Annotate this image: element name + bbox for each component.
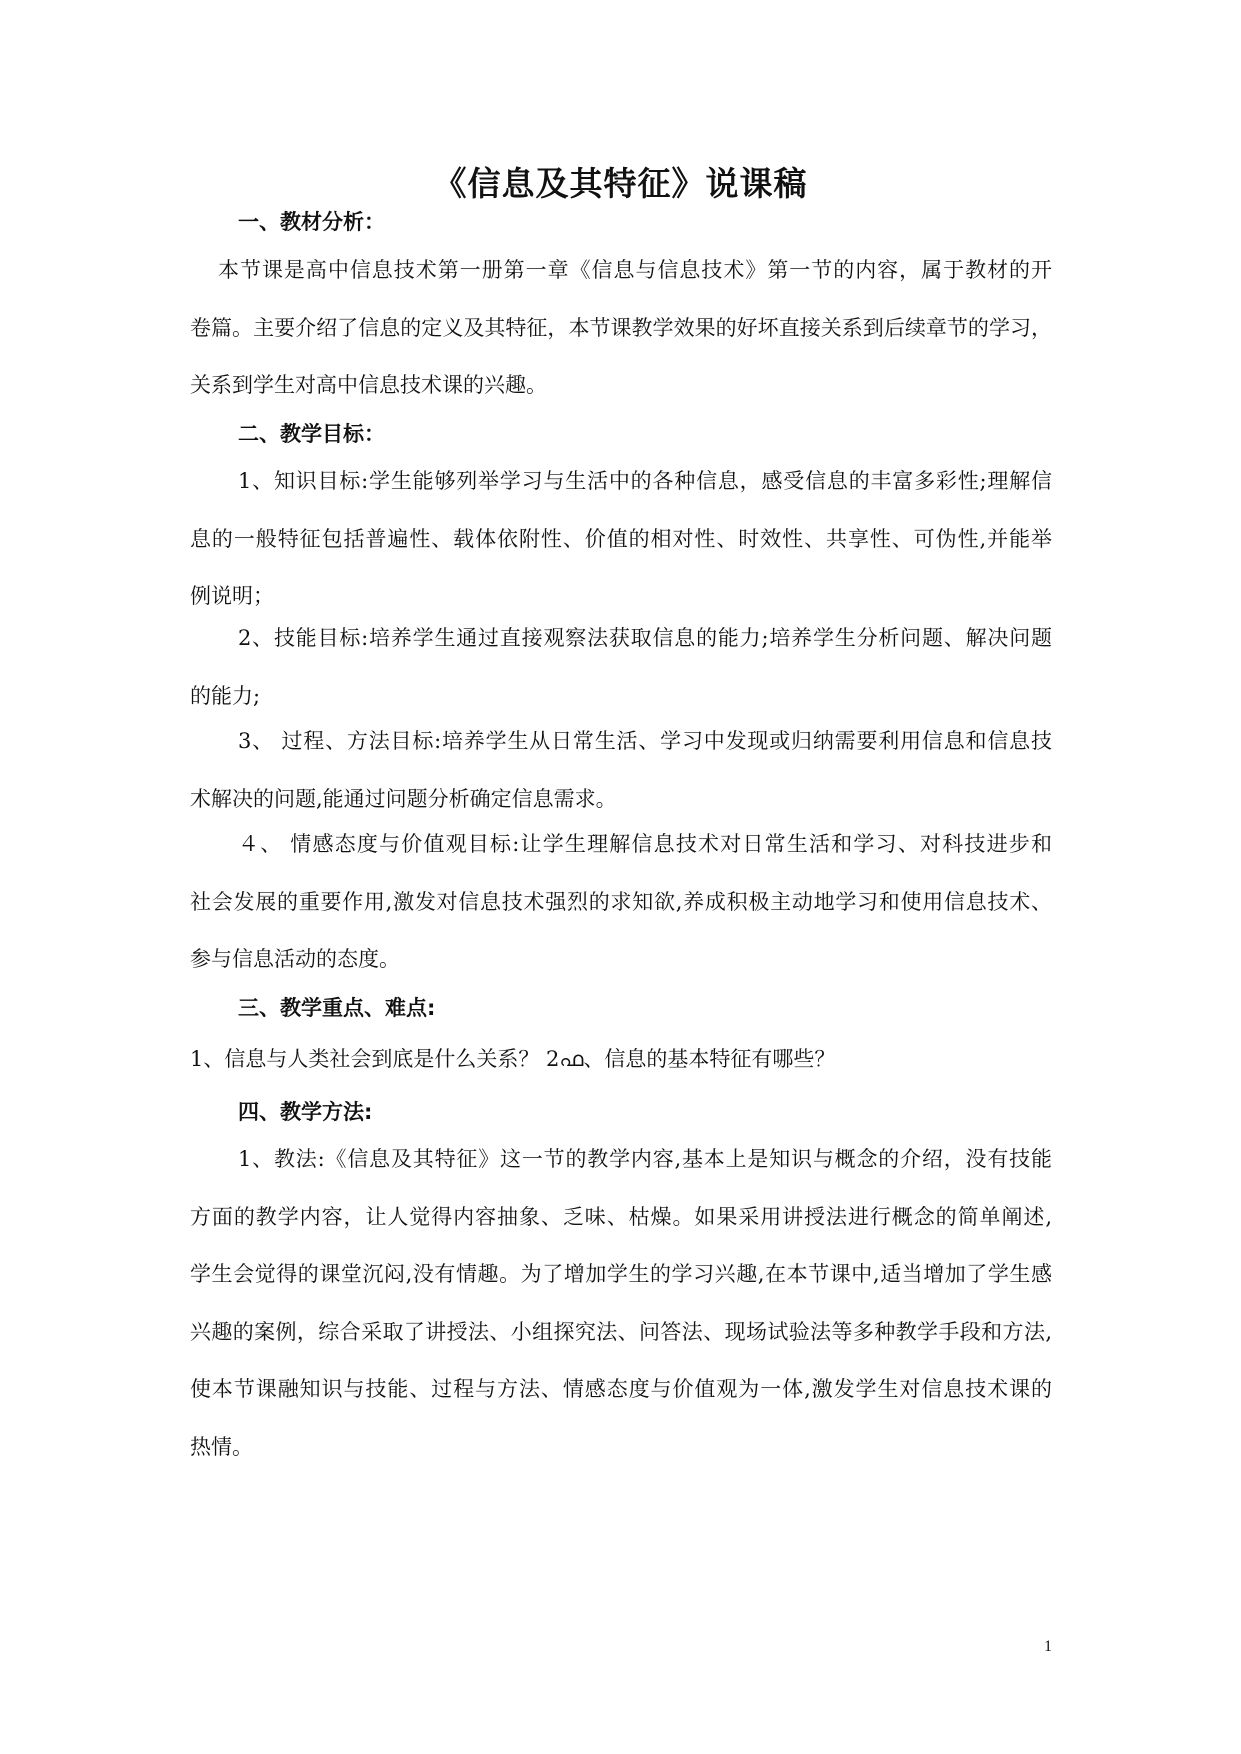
paragraph-line: 1、知识目标:学生能够列举学习与生活中的各种信息，感受信息的丰富多彩性;理解信: [238, 469, 1052, 493]
paragraph-line: ４、 情感态度与价值观目标:让学生理解信息技术对日常生活和学习、对科技进步和: [238, 832, 1052, 856]
paragraph-line: 兴趣的案例，综合采取了讲授法、小组探究法、问答法、现场试验法等多种教学手段和方法,: [190, 1319, 1052, 1344]
paragraph-line: 学生会觉得的课堂沉闷,没有情趣。为了增加学生的学习兴趣,在本节课中,适当增加了学生感: [190, 1262, 1052, 1286]
paragraph-line: 的能力;: [190, 683, 261, 708]
page-title: 《信息及其特征》说课稿: [433, 164, 808, 203]
paragraph-line: 1、教法:《信息及其特征》这一节的教学内容,基本上是知识与概念的介绍，没有技能: [238, 1147, 1052, 1171]
section-textbook-analysis-body: [190, 242, 1052, 415]
section-heading-key-points: 三、教学重点、难点:: [238, 996, 436, 1020]
section-heading-textbook-analysis: 一、教材分析：: [238, 210, 385, 234]
paragraph-line: 息的一般特征包括普遍性、载体依附性、价值的相对性、时效性、共享性、可伪性,并能举: [190, 526, 1052, 551]
paragraph-line: 卷篇。主要介绍了信息的定义及其特征，本节课教学效果的好坏直接关系到后续章节的学习，: [190, 315, 1052, 340]
paragraph-line: 使本节课融知识与技能、过程与方法、情感态度与价值观为一体,激发学生对信息技术课的: [190, 1377, 1052, 1401]
paragraph-line: 3、 过程、方法目标:培养学生从日常生活、学习中发现或归纳需要利用信息和信息技: [238, 729, 1052, 753]
paragraph-line: 社会发展的重要作用,激发对信息技术强烈的求知欲,养成积极主动地学习和使用信息技术、: [190, 889, 1052, 914]
paragraph-line: 本节课是高中信息技术第一册第一章《信息与信息技术》第一节的内容，属于教材的开: [218, 258, 1052, 282]
goal-item-skill: [190, 610, 1052, 725]
paragraph-line: 参与信息活动的态度。: [190, 947, 400, 971]
section-heading-teaching-methods: 四、教学方法:: [238, 1100, 373, 1124]
section-teaching-methods-body: [190, 1131, 1052, 1476]
section-heading-teaching-goals: 二、教学目标：: [238, 422, 385, 446]
goal-item-process: [190, 713, 1052, 828]
goal-item-attitude: [190, 816, 1052, 989]
key-points-line: 1、信息与人类社会到底是什么关系？ 2ഫ、信息的基本特征有哪些？: [190, 1047, 836, 1071]
paragraph-line: 术解决的问题,能通过问题分析确定信息需求。: [190, 786, 617, 811]
paragraph-line: 热情。: [190, 1434, 253, 1459]
goal-item-knowledge: [190, 453, 1052, 626]
paragraph-line: 例说明；: [190, 584, 274, 608]
paragraph-line: 2、技能目标:培养学生通过直接观察法获取信息的能力;培养学生分析问题、解决问题: [238, 626, 1052, 650]
paragraph-line: 关系到学生对高中信息技术课的兴趣。: [190, 373, 547, 397]
page-number: 1: [1044, 1638, 1052, 1655]
paragraph-line: 方面的教学内容，让人觉得内容抽象、乏味、枯燥。如果采用讲授法进行概念的简单阐述,: [190, 1204, 1052, 1229]
